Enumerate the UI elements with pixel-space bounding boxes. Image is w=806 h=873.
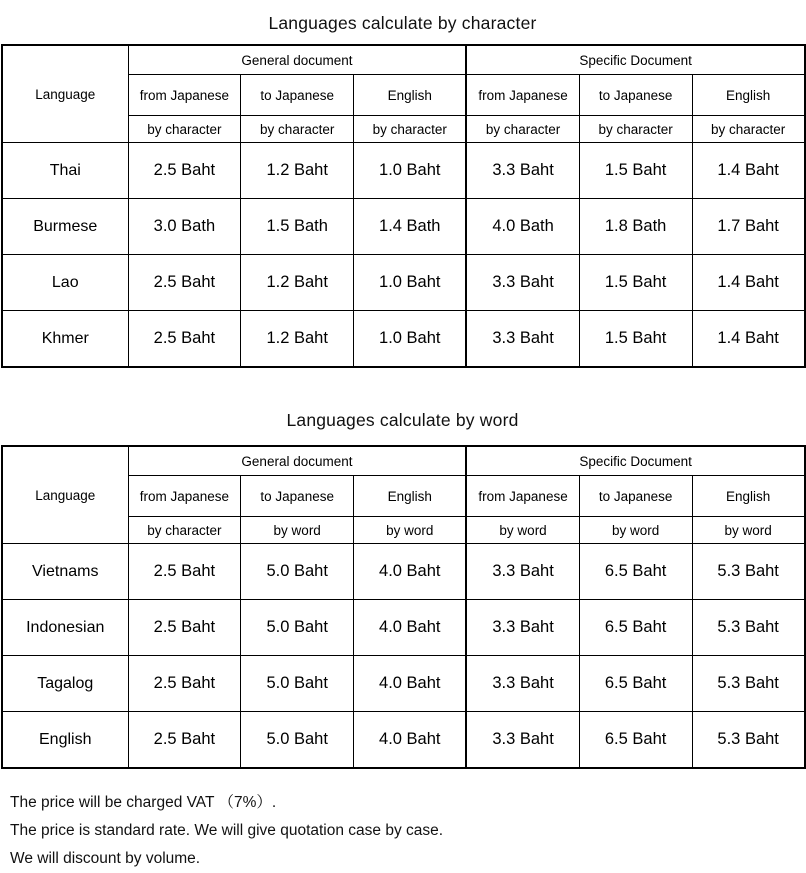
rate-table-by-character	[1, 44, 806, 368]
table-1-row-2-value-3: 3.3 Baht	[466, 255, 579, 311]
table-2-row-2-value-1: 5.0 Baht	[241, 656, 354, 712]
table-1-unit-0: by character	[128, 116, 241, 143]
table-2-row-0-language: Vietnams	[2, 544, 128, 600]
table-1-group-header-row	[2, 45, 805, 75]
table-2-row-3-value-4: 6.5 Baht	[579, 712, 692, 769]
table-1-direction-4: to Japanese	[579, 75, 692, 116]
table-row	[2, 143, 805, 199]
table-2-unit-2: by word	[354, 517, 467, 544]
table-1-row-0-value-2: 1.0 Baht	[354, 143, 467, 199]
table-2-unit-5: by word	[692, 517, 805, 544]
table-1-row-1-value-5: 1.7 Baht	[692, 199, 805, 255]
table-1-row-1-value-4: 1.8 Bath	[579, 199, 692, 255]
table-1-row-1-language: Burmese	[2, 199, 128, 255]
table-2-unit-4: by word	[579, 517, 692, 544]
table-2-direction-1: to Japanese	[241, 476, 354, 517]
footer-note-volume: We will discount by volume.	[10, 850, 201, 867]
table-2-row-1-language: Indonesian	[2, 600, 128, 656]
table-2-group-specific: Specific Document	[466, 446, 804, 476]
table-1-row-2-value-2: 1.0 Baht	[354, 255, 467, 311]
table-2-direction-4: to Japanese	[579, 476, 692, 517]
table-row	[2, 544, 805, 600]
table-2-unit-3: by word	[466, 517, 579, 544]
table-1-group-specific: Specific Document	[466, 45, 804, 75]
table-2-row-2-value-5: 5.3 Baht	[692, 656, 805, 712]
table-2-language-header: Language	[2, 446, 128, 544]
table-1-row-0-value-0: 2.5 Baht	[128, 143, 241, 199]
table-1-group-general: General document	[128, 45, 466, 75]
table-2-row-2-value-2: 4.0 Baht	[354, 656, 467, 712]
table-2-row-2-value-0: 2.5 Baht	[128, 656, 241, 712]
table-1-direction-1: to Japanese	[241, 75, 354, 116]
table-2-unit-0: by character	[128, 517, 241, 544]
table-2-row-0-value-5: 5.3 Baht	[692, 544, 805, 600]
table-2-direction-0: from Japanese	[128, 476, 241, 517]
table-2-row-0-value-3: 3.3 Baht	[466, 544, 579, 600]
table-1-row-2-value-4: 1.5 Baht	[579, 255, 692, 311]
table-1-row-0-value-3: 3.3 Baht	[466, 143, 579, 199]
table-1-row-0-value-5: 1.4 Baht	[692, 143, 805, 199]
table-2-row-3-value-0: 2.5 Baht	[128, 712, 241, 769]
footer-note-rate: The price is standard rate. We will give quotation case by case.	[10, 822, 444, 839]
table-gap	[0, 368, 805, 400]
table-1-row-3-value-1: 1.2 Baht	[241, 311, 354, 368]
footer-notes	[0, 769, 805, 873]
table-2-direction-3: from Japanese	[466, 476, 579, 517]
table-2-row-2-value-3: 3.3 Baht	[466, 656, 579, 712]
table-2-row-1-value-1: 5.0 Baht	[241, 600, 354, 656]
table-1-direction-5: English	[692, 75, 805, 116]
table-1-unit-4: by character	[579, 116, 692, 143]
table-1-row-3-value-2: 1.0 Baht	[354, 311, 467, 368]
table-1-row-0-language: Thai	[2, 143, 128, 199]
table-1-row-3-value-0: 2.5 Baht	[128, 311, 241, 368]
table-2-unit-1: by word	[241, 517, 354, 544]
table-1-direction-2: English	[354, 75, 467, 116]
table-1-unit-2: by character	[354, 116, 467, 143]
table-2-row-1-value-0: 2.5 Baht	[128, 600, 241, 656]
rate-table-by-word	[1, 445, 806, 769]
table-2-row-0-value-0: 2.5 Baht	[128, 544, 241, 600]
table-1-row-2-language: Lao	[2, 255, 128, 311]
table-1-unit-3: by character	[466, 116, 579, 143]
price-list-page	[0, 13, 805, 866]
table-row	[2, 712, 805, 769]
table-2-row-2-language: Tagalog	[2, 656, 128, 712]
table-1-title: Languages calculate by character	[268, 13, 537, 33]
table-1-row-2-value-0: 2.5 Baht	[128, 255, 241, 311]
table-2-row-3-value-1: 5.0 Baht	[241, 712, 354, 769]
table-2-row-0-value-4: 6.5 Baht	[579, 544, 692, 600]
table-2-row-3-value-5: 5.3 Baht	[692, 712, 805, 769]
table-2-group-header-row	[2, 446, 805, 476]
table-1-row-1-value-0: 3.0 Bath	[128, 199, 241, 255]
table-row	[2, 656, 805, 712]
table-2-row-2-value-4: 6.5 Baht	[579, 656, 692, 712]
table-row	[2, 199, 805, 255]
table-1-row-0-value-4: 1.5 Baht	[579, 143, 692, 199]
table-1-direction-3: from Japanese	[466, 75, 579, 116]
table-2-row-0-value-2: 4.0 Baht	[354, 544, 467, 600]
table-2-group-general: General document	[128, 446, 466, 476]
table-row	[2, 311, 805, 368]
table-2-title: Languages calculate by word	[286, 410, 519, 430]
table-row	[2, 600, 805, 656]
table-1-language-header: Language	[2, 45, 128, 143]
table-1-row-2-value-5: 1.4 Baht	[692, 255, 805, 311]
table-1-row-1-value-2: 1.4 Bath	[354, 199, 467, 255]
table-1-unit-5: by character	[692, 116, 805, 143]
table-2-row-3-value-2: 4.0 Baht	[354, 712, 467, 769]
table-1-row-1-value-3: 4.0 Bath	[466, 199, 579, 255]
table-1-row-3-value-4: 1.5 Baht	[579, 311, 692, 368]
table-2-direction-2: English	[354, 476, 467, 517]
table-2-row-1-value-5: 5.3 Baht	[692, 600, 805, 656]
table-2-row-3-value-3: 3.3 Baht	[466, 712, 579, 769]
table-1-direction-0: from Japanese	[128, 75, 241, 116]
table-2-row-1-value-4: 6.5 Baht	[579, 600, 692, 656]
table-1-row-3-language: Khmer	[2, 311, 128, 368]
table-1-row-0-value-1: 1.2 Baht	[241, 143, 354, 199]
table-1-row-3-value-5: 1.4 Baht	[692, 311, 805, 368]
table-2-direction-5: English	[692, 476, 805, 517]
table-1-unit-1: by character	[241, 116, 354, 143]
table-2-row-3-language: English	[2, 712, 128, 769]
table-1-row-1-value-1: 1.5 Bath	[241, 199, 354, 255]
table-1-row-2-value-1: 1.2 Baht	[241, 255, 354, 311]
table-2-row-1-value-2: 4.0 Baht	[354, 600, 467, 656]
table-row	[2, 255, 805, 311]
footer-note-vat: The price will be charged VAT （7%）.	[10, 794, 277, 811]
table-2-row-0-value-1: 5.0 Baht	[241, 544, 354, 600]
table-1-row-3-value-3: 3.3 Baht	[466, 311, 579, 368]
table-2-row-1-value-3: 3.3 Baht	[466, 600, 579, 656]
